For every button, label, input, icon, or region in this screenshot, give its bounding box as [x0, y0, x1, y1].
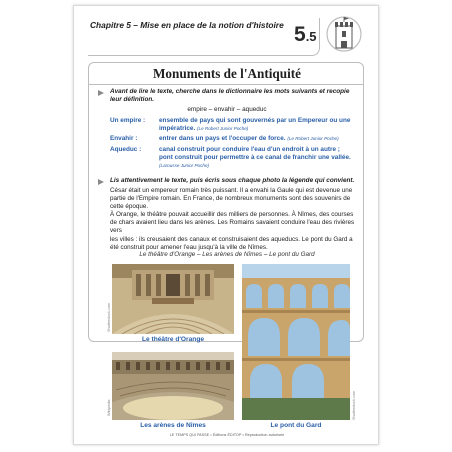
- word-list: empire – envahir – aqueduc: [187, 106, 267, 113]
- chapter-number: 5.5: [294, 23, 317, 46]
- definition-term-envahir: Envahir :: [110, 135, 138, 142]
- caption-theatre: Le théâtre d'Orange: [141, 336, 205, 343]
- caption-pont: Le pont du Gard: [270, 422, 322, 429]
- definition-empire: ensemble de pays qui sont gouvernés par un Empereur ou une impératrice. (Le Robert Junior Poche): [159, 117, 351, 133]
- instruction-arrow-icon: [98, 90, 104, 96]
- worksheet-page: [73, 5, 379, 445]
- castle-tower-icon: [324, 14, 364, 54]
- title-divider: [88, 84, 364, 85]
- chapter-title: Chapitre 5 – Mise en place de la notion d'histoire: [90, 20, 284, 30]
- definition-aqueduc: canal construit pour conduire l'eau d'un endroit à un autre ; pont construit pour permettre à ce canal de franchir une vallée. (Larousse Junior Poche): [159, 146, 351, 169]
- caption-arenes: Les arènes de Nîmes: [140, 422, 206, 429]
- page-title: Monuments de l'Antiquité: [152, 66, 301, 81]
- reading-passage: César était un empereur romain très puissant. Il a envahi la Gaule qui est devenue une partie de l'Empire romain. En France, de nombreux monuments sont des souvenirs de cette époque. À Orange, le théâtre pouvait accueillir des milliers de personnes. À Nîmes, des courses de chars avaient lieu dans les arènes. Les Romains savaient conduire l'eau des rivières vers les villes : ils creusaient des canaux et construisaient des aqueducs. Le pont du Gard a été construit pour amener l'eau jusqu'à la ville de Nîmes.: [110, 187, 355, 251]
- instruction-dictionary: Avant de lire le texte, cherche dans le dictionnaire les mots suivants et recopie leur définition.: [110, 88, 350, 103]
- instruction-arrow-icon: [98, 179, 104, 185]
- theatre-orange-photo: [112, 264, 234, 334]
- page-footer: LE TEMPS QUI PASSE • Éditions ÉDITOP • Reproduction autorisée: [169, 433, 285, 437]
- instruction-read: Lis attentivement le texte, puis écris sous chaque photo la légende qui convient.: [110, 177, 355, 184]
- photo-credit: Wikipedia: [107, 399, 111, 416]
- definition-term-empire: Un empire :: [110, 117, 146, 124]
- caption-options: Le théâtre d'Orange – Les arènes de Nîmes – Le pont du Gard: [139, 251, 315, 258]
- page-header: [88, 14, 364, 52]
- definition-term-aqueduc: Aqueduc :: [110, 146, 142, 153]
- photo-credit: Shutterstock.com: [352, 390, 356, 420]
- arenes-nimes-photo: [112, 352, 234, 420]
- pont-du-gard-photo: [242, 264, 350, 420]
- photo-credit: Shutterstock.com: [107, 302, 111, 332]
- definition-envahir: entrer dans un pays et l'occuper de force. (Le Robert Junior Poche): [159, 135, 339, 142]
